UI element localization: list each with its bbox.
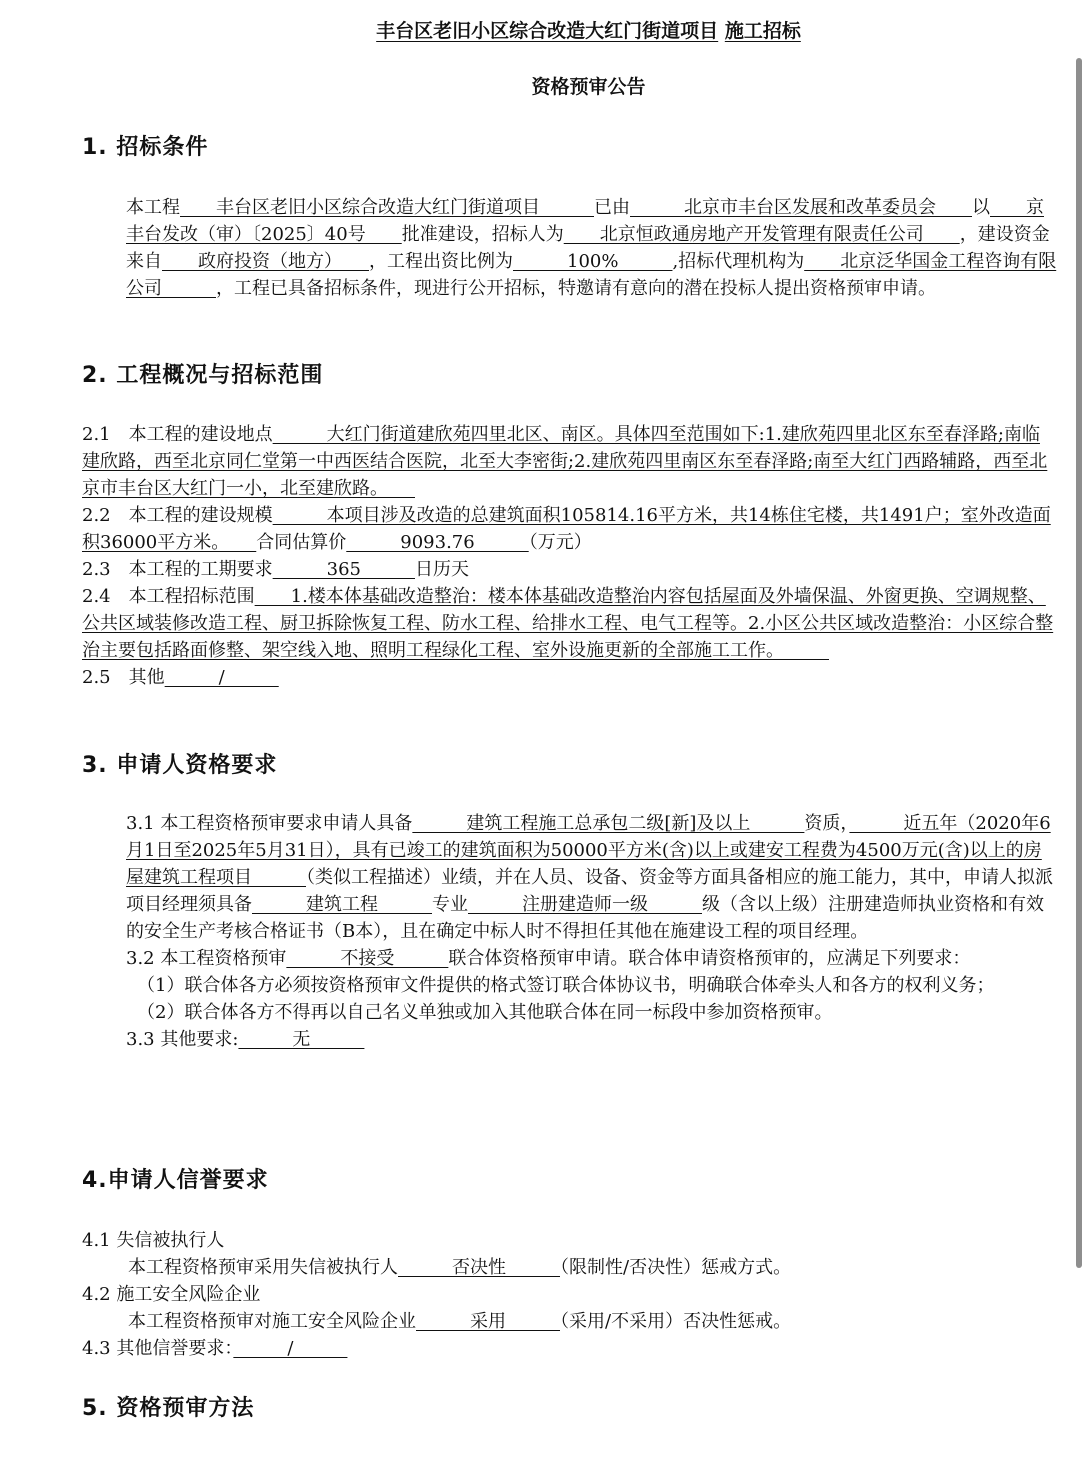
item-3-3-value: 无: [238, 1029, 365, 1050]
section-2-body: [82, 421, 1057, 691]
section-3-heading: 3. 申请人资格要求: [82, 753, 278, 778]
item-3-1-d: 专业: [432, 894, 468, 915]
s1-agency: 北京泛华国金工程咨询有限公司: [126, 251, 1057, 299]
item-3-1-c: （类似工程描述）业绩，并在人员、设备、资金等方面具备相应的施工能力，其中，申请人拟派项目经理须具备: [126, 867, 1053, 915]
item-3-1-major: 建筑工程: [252, 894, 432, 915]
s1-text-e: ，建设资金来自: [126, 224, 1050, 272]
s1-tenderee: 北京恒政通房地产开发管理有限责任公司: [563, 224, 960, 245]
item-4-2-title: 4.2 施工安全风险企业: [82, 1284, 261, 1305]
section-4-body: [82, 1227, 1057, 1362]
item-3-2: [82, 945, 1057, 972]
item-4-3: [82, 1335, 1057, 1362]
s1-approver: 北京市丰台区发展和改革委员会: [630, 197, 972, 218]
s1-text-g: ,招标代理机构为: [672, 251, 805, 272]
item-2-2: [82, 502, 1057, 556]
s1-project-name: 丰台区老旧小区综合改造大红门街道项目: [180, 197, 594, 218]
item-2-2-label: 2.2 本工程的建设规模: [82, 505, 273, 526]
item-4-3-value: /: [233, 1338, 348, 1359]
item-4-2-a: 本工程资格预审对施工安全风险企业: [128, 1311, 416, 1332]
item-3-1-a: 3.1 本工程资格预审要求申请人具备: [126, 813, 413, 834]
item-3-1-level: 注册建造师一级: [468, 894, 702, 915]
s1-fund-source: 政府投资（地方）: [162, 251, 369, 272]
item-4-2: [82, 1308, 1057, 1335]
item-2-3-label: 2.3 本工程的工期要求: [82, 559, 273, 580]
item-2-1-value: 大红门街道建欣苑四里北区、南区。具体四至范围如下:1.建欣苑四里北区东至春泽路;南临建欣路，西至北京同仁堂第一中西医结合医院，北至大李密街;2.建欣苑四里南区东至春泽路;南至大红门西路辅路，西至北京市丰台区大红门一小，北至建欣路。: [82, 424, 1048, 499]
item-4-1-value: 否决性: [398, 1257, 560, 1278]
item-4-2-b: （采用/不采用）否决性惩戒。: [560, 1311, 792, 1332]
item-2-1: [82, 421, 1057, 502]
item-3-1-b: 资质，: [804, 813, 850, 834]
s1-text-c: 以: [972, 197, 990, 218]
item-2-3-value: 365: [272, 559, 415, 580]
document-subtitle: 资格预审公告: [531, 76, 646, 98]
s1-text-d: 批准建设，招标人为: [401, 224, 564, 245]
section-2-heading: 2. 工程概况与招标范围: [82, 363, 324, 388]
scrollbar[interactable]: [1076, 58, 1082, 1268]
section-1-heading: 1. 招标条件: [82, 135, 209, 160]
item-3-2-b: 联合体资格预审申请。联合体申请资格预审的，应满足下列要求：: [448, 948, 971, 969]
s1-text-f: ，工程出资比例为: [369, 251, 513, 272]
item-4-3-label: 4.3 其他信誉要求：: [82, 1338, 234, 1359]
title-type: 施工招标: [724, 20, 801, 42]
item-4-2-value: 采用: [416, 1311, 560, 1332]
item-2-4-value: 1.楼本体基础改造整治：楼本体基础改造整治内容包括屋面及外墙保温、外窗更换、空调规整、公共区域装修改造工程、厨卫拆除恢复工程、防水工程、给排水工程、电气工程等。2.小区公共区域改造整治：小区综合整治主要包括路面修整、架空线入地、照明工程绿化工程、室外设施更新的全部施工工作。: [82, 586, 1054, 661]
item-3-1: [82, 810, 1057, 945]
document-title: [82, 18, 1084, 44]
item-2-4-label: 2.4 本工程招标范围: [82, 586, 255, 607]
item-2-2-mid: 合同估算价: [256, 532, 347, 553]
item-2-4: [82, 583, 1057, 664]
item-3-1-e: 级（含以上级）注册建造师执业资格和有效的安全生产考核合格证书（B本），且在确定中标人时不得担任其他在施建设工程的项目经理。: [126, 894, 1044, 942]
item-3-2-a: 3.2 本工程资格预审: [126, 948, 287, 969]
item-2-3: [82, 556, 1057, 583]
s1-text-h: ，工程已具备招标条件，现进行公开招标，特邀请有意向的潜在投标人提出资格预审申请。: [216, 278, 936, 299]
section-3-body: [82, 810, 1057, 1053]
item-2-5-label: 2.5 其他: [82, 667, 165, 688]
section-5-heading: 5. 资格预审方法: [82, 1396, 255, 1421]
item-2-1-label: 2.1 本工程的建设地点: [82, 424, 273, 445]
section-1-body: [82, 194, 1057, 302]
s1-approval-no: 京丰台发改（审）〔2025〕40号: [126, 197, 1044, 245]
item-2-3-unit: 日历天: [415, 559, 469, 580]
item-4-1-b: （限制性/否决性）惩戒方式。: [560, 1257, 792, 1278]
title-project: 丰台区老旧小区综合改造大红门街道项目: [376, 20, 719, 42]
item-3-2-value: 不接受: [286, 948, 449, 969]
item-2-2-unit: （万元）: [528, 532, 592, 553]
s1-text-a: 本工程: [126, 197, 180, 218]
item-2-2-value: 本项目涉及改造的总建筑面积105814.16平方米，共14栋住宅楼，共1491户；室外改造面积36000平方米。: [82, 505, 1051, 553]
item-3-2-1: （1）联合体各方必须按资格预审文件提供的格式签订联合体协议书，明确联合体牵头人和各方的权利义务；: [137, 975, 995, 996]
s1-ratio: 100%: [513, 251, 673, 272]
item-3-1-qualification: 建筑工程施工总承包二级[新]及以上: [412, 813, 805, 834]
item-3-3-label: 3.3 其他要求:: [126, 1029, 239, 1050]
item-2-5-value: /: [164, 667, 279, 688]
item-2-5: [82, 664, 1057, 691]
item-2-2-price: 9093.76: [346, 532, 529, 553]
section-4-heading: 4.申请人信誉要求: [82, 1168, 269, 1193]
item-3-2-2: （2）联合体各方不得再以自己名义单独或加入其他联合体在同一标段中参加资格预审。: [137, 1002, 833, 1023]
s1-text-b: 已由: [594, 197, 630, 218]
item-3-1-performance: 近五年（2020年6月1日至2025年5月31日），具有已竣工的建筑面积为50000平方米(含)以上或建安工程费为4500万元(含)以上的房屋建筑工程项目: [126, 813, 1051, 888]
item-3-3: [82, 1026, 1057, 1053]
item-4-1: [82, 1254, 1057, 1281]
item-4-1-a: 本工程资格预审采用失信被执行人: [128, 1257, 398, 1278]
item-4-1-title: 4.1 失信被执行人: [82, 1230, 225, 1251]
